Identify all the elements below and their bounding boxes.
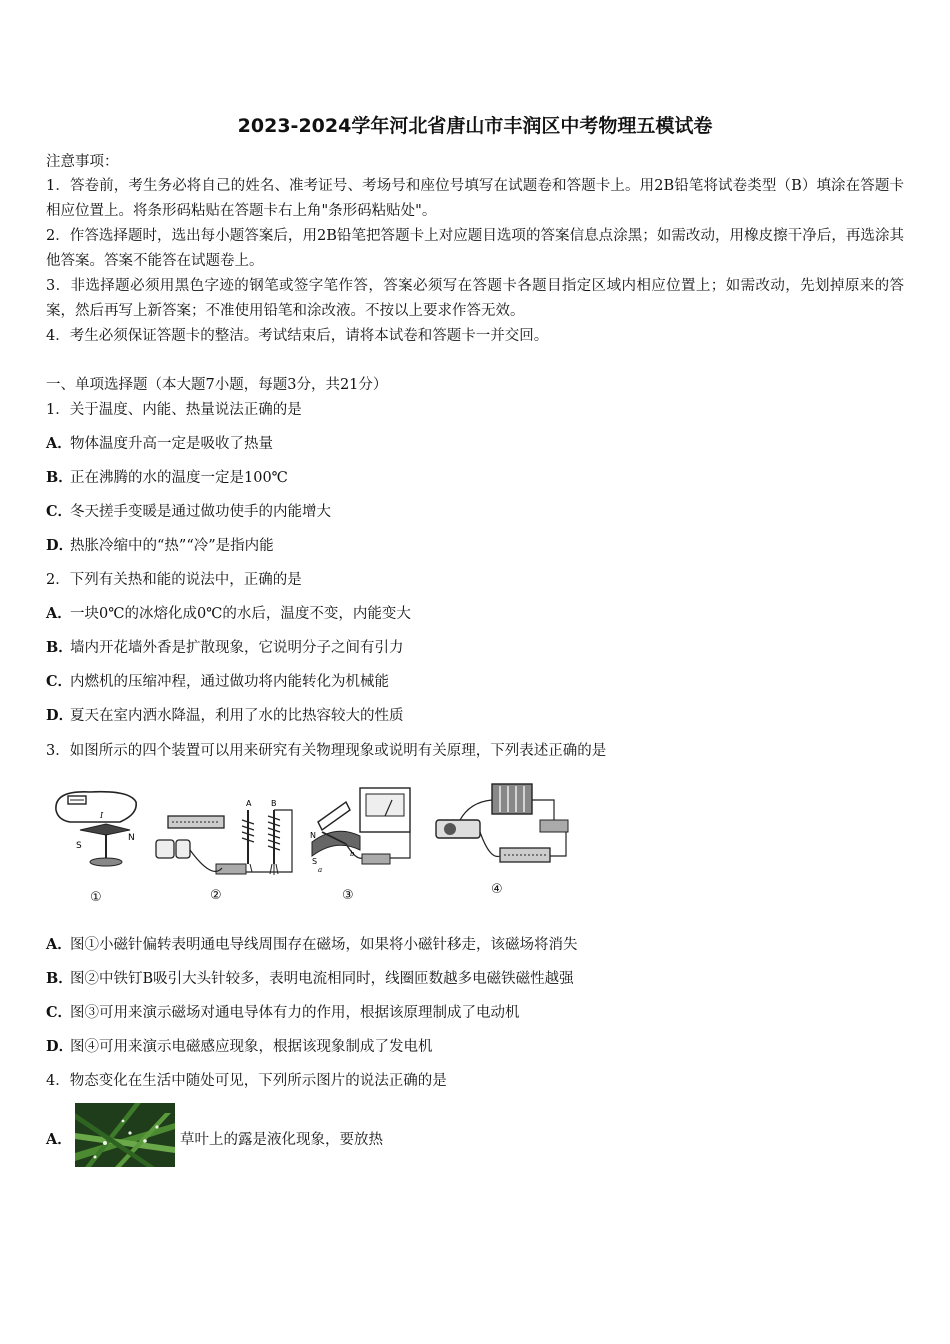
q2-option-b[interactable] (46, 638, 404, 658)
figure-1-label: ① (90, 890, 102, 905)
figure-1-wire-compass (50, 780, 150, 880)
figure-1-label-n: N (128, 833, 135, 843)
option-letter: C． (46, 673, 73, 690)
option-letter: D． (46, 537, 74, 554)
figure-3-label-a: a (318, 866, 323, 874)
q4-option-a-letter[interactable]: A． (46, 1131, 72, 1148)
figure-2-label-a: A (246, 799, 252, 808)
option-text: 冬天搓手变暖是通过做功使手的内能增大 (70, 504, 331, 520)
option-letter: B． (46, 469, 73, 486)
q1-option-d[interactable] (46, 536, 274, 556)
option-letter: D． (46, 1038, 74, 1055)
figure-4-generator-setup (430, 780, 580, 890)
section-heading: 一、单项选择题（本大题7小题，每题3分，共21分） (46, 377, 388, 393)
option-text: 图①小磁针偏转表明通电导线周围存在磁场，如果将小磁针移走，该磁场将消失 (70, 937, 578, 953)
page-title: 2023-2024学年河北省唐山市丰润区中考物理五模试卷 (237, 115, 713, 137)
figure-1-label-i: I (100, 811, 104, 820)
option-letter: C． (46, 1004, 73, 1021)
option-letter: B． (46, 639, 73, 656)
option-letter: A． (46, 936, 72, 953)
notice-item-3: 3．非选择题必须用黑色字迹的钢笔或签字笔作答，答案必须写在答题卡各题目指定区域内相应位置上；如需改动，先划掉原来的答案，然后再写上新答案；不准使用铅笔和涂改液。不按以上要求作答无效。 (46, 278, 904, 319)
q2-option-d[interactable] (46, 706, 404, 726)
option-letter: C． (46, 503, 73, 520)
figure-2-label: ② (210, 888, 222, 903)
option-text: 图②中铁钉B吸引大头针较多，表明电流相同时，线圈匝数越多电磁铁磁性越强 (70, 971, 574, 987)
question-2-stem: 2．下列有关热和能的说法中，正确的是 (46, 572, 302, 588)
option-text: 图④可用来演示电磁感应现象，根据该现象制成了发电机 (70, 1039, 433, 1055)
notice-item-4: 4．考生必须保证答题卡的整洁。考试结束后，请将本试卷和答题卡一并交回。 (46, 328, 549, 344)
notice-heading: 注意事项： (46, 154, 119, 170)
notice-item-1: 1．答卷前，考生务必将自己的姓名、准考证号、考场号和座位号填写在试题卷和答题卡上。用2B铅笔将试卷类型（B）填涂在答题卡相应位置上。将条形码粘贴在答题卡右上角"条形码粘贴处"。 (46, 178, 904, 219)
figure-2-label-b: B (271, 799, 277, 808)
option-text: 正在沸腾的水的温度一定是100℃ (70, 470, 288, 486)
figure-3-label-n: N (310, 831, 316, 840)
option-text: 内燃机的压缩冲程，通过做功将内能转化为机械能 (70, 674, 389, 690)
option-text: 物体温度升高一定是吸收了热量 (70, 436, 273, 452)
q3-option-a[interactable] (46, 935, 578, 955)
question-3-stem: 3．如图所示的四个装置可以用来研究有关物理现象或说明有关原理，下列表述正确的是 (46, 743, 607, 759)
figure-3-label-b: b (350, 850, 355, 858)
q1-option-b[interactable] (46, 468, 288, 488)
option-letter: A． (46, 435, 72, 452)
question-3-figures (50, 780, 590, 910)
q3-option-c[interactable] (46, 1003, 520, 1023)
q2-option-a[interactable] (46, 604, 411, 624)
q2-option-c[interactable] (46, 672, 389, 692)
option-text: 热胀冷缩中的“热”“冷”是指内能 (70, 538, 274, 554)
q1-option-c[interactable] (46, 502, 331, 522)
grass-dew-photo (75, 1103, 175, 1167)
option-text: 一块0℃的冰熔化成0℃的水后，温度不变，内能变大 (70, 606, 411, 622)
q3-option-d[interactable] (46, 1037, 433, 1057)
q4-option-a-text[interactable]: 草叶上的露是液化现象，要放热 (180, 1132, 383, 1148)
question-4-stem: 4．物态变化在生活中随处可见，下列所示图片的说法正确的是 (46, 1073, 447, 1089)
figure-3-label-s: S (312, 857, 318, 866)
q1-option-a[interactable] (46, 434, 273, 454)
option-text: 墙内开花墙外香是扩散现象，它说明分子之间有引力 (70, 640, 404, 656)
option-letter: A． (46, 605, 72, 622)
figure-3-magnet-conductor (306, 780, 426, 890)
option-letter: D． (46, 707, 74, 724)
figure-1-label-s: S (76, 841, 82, 851)
option-text: 图③可用来演示磁场对通电导体有力的作用，根据该原理制成了电动机 (70, 1005, 520, 1021)
q3-option-b[interactable] (46, 969, 574, 989)
option-letter: B． (46, 970, 73, 987)
notice-item-2: 2．作答选择题时，选出每小题答案后，用2B铅笔把答题卡上对应题目选项的答案信息点涂黑；如需改动，用橡皮擦干净后，再选涂其他答案。答案不能答在试题卷上。 (46, 228, 904, 269)
figure-4-label: ④ (491, 882, 503, 897)
figure-3-label: ③ (342, 888, 354, 903)
question-1-stem: 1．关于温度、内能、热量说法正确的是 (46, 402, 302, 418)
figure-2-electromagnets (152, 780, 302, 890)
option-text: 夏天在室内洒水降温，利用了水的比热容较大的性质 (70, 708, 404, 724)
